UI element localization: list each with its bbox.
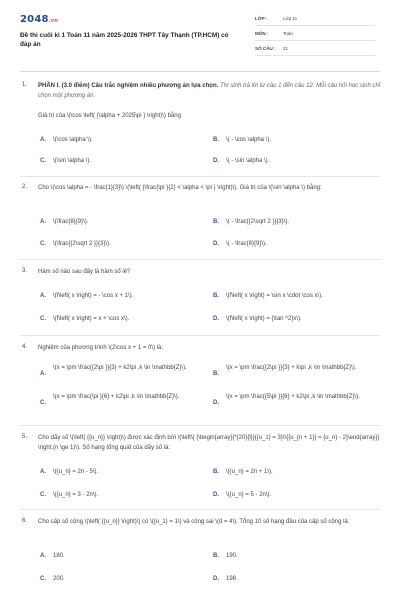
option-letter: A. <box>40 469 46 475</box>
option-letter: B. <box>213 371 219 377</box>
option-text: \({u_n} = 3 - 2n\). <box>53 492 99 498</box>
option-letter: D. <box>213 241 219 247</box>
option-text: \(\frac{{2\sqrt 2 }}{3}\). <box>53 241 111 247</box>
option-text: \( - \cos \alpha \). <box>226 137 272 143</box>
option-text: \(x = \pm \frac{{2\pi }}{3} + k\pi ,k \in \mathbb{Z}\). <box>226 365 357 371</box>
option-text: 198. <box>226 576 238 582</box>
option-letter: D. <box>213 158 219 164</box>
option-letter: C. <box>40 158 46 164</box>
option-letter: B. <box>213 219 219 225</box>
option-letter: D. <box>213 492 219 498</box>
meta-row-subject <box>255 26 375 41</box>
question-separator <box>20 259 380 260</box>
question-number: 2. <box>22 184 28 190</box>
option-text: \( - \frac{{2\sqrt 2 }}{3}\). <box>226 219 290 225</box>
exam-title: Đề thi cuối kì 1 Toán 11 năm 2025-2026 THPT Tây Thạnh (TP.HCM) có đáp án <box>20 32 229 49</box>
option-letter: C. <box>40 316 46 322</box>
part-label: PHẦN I. (3.0 điểm) Câu trắc nghiệm nhiều phương án lựa chọn. <box>38 83 219 89</box>
option-text: \(x = \pm \frac{{2\pi }}{3} + k2\pi ,k \in \mathbb{Z}\). <box>53 365 187 371</box>
question-separator <box>20 335 380 336</box>
question-text <box>38 82 383 101</box>
question-separator <box>20 176 380 177</box>
question-number: 4. <box>22 344 28 350</box>
option-text: \(f\left( x \right) = - \cos x + 1\). <box>53 293 134 299</box>
site-logo[interactable] <box>20 14 58 25</box>
option-text: \({u_n} = 2n - 5\). <box>53 469 99 475</box>
option-letter: C. <box>40 492 46 498</box>
header-divider <box>20 71 380 72</box>
logo-main: 2048 <box>20 14 49 25</box>
option-letter: C. <box>40 400 46 406</box>
question-stem: Nghiệm của phương trình \(2\cos x + 1 = 0\) là: <box>38 345 164 351</box>
option-letter: A. <box>40 371 46 377</box>
option-letter: A. <box>40 293 46 299</box>
question-stem: Cho \(\cos \alpha = - \frac{1}{3}\) \(\left( {\frac{\pi }{2} < \alpha < \pi } \right)\). Giá trị của \(\sin \alpha \) bằng: <box>38 185 322 191</box>
option-letter: D. <box>213 576 219 582</box>
option-text: \(\sin \alpha \). <box>53 158 92 164</box>
meta-row-class <box>255 11 375 26</box>
meta-label: SỐ CÂU : <box>255 46 276 51</box>
question-number: 3. <box>22 268 28 274</box>
question-stem: Cho dãy số \(\left( {{u_n}} \right)\) được xác định bởi \(\left\{ {\begin{array}{*{20}{l}}{{u_1} = 3}\\{{u_{n + 1}} = {u_n} - 2}\end{array}} \right.(n \ge 1)\). Số hạng tổng quát của dãy số là: <box>38 435 380 451</box>
part-note: Thí sinh trả lời từ câu 1 đến câu 12. Mỗi câu hỏi học sinh chỉ chọn một phương án. <box>38 83 381 99</box>
option-text: \(\frac{8}{9}\). <box>53 219 89 225</box>
option-letter: A. <box>40 219 46 225</box>
option-text: 190. <box>226 553 238 559</box>
option-text: \( - \sin \alpha \). <box>226 158 270 164</box>
option-text: \({u_n} = 2n + 1\). <box>226 469 273 475</box>
meta-label: MÔN : <box>255 31 269 36</box>
option-letter: D. <box>213 316 219 322</box>
meta-value: 21 <box>283 46 289 51</box>
question-separator <box>20 509 380 510</box>
exam-header <box>0 0 400 70</box>
option-letter: B. <box>213 293 219 299</box>
meta-value: Lớp 11 <box>283 16 298 21</box>
option-text: \( - \frac{8}{9}\). <box>226 241 267 247</box>
option-text: \(f\left( x \right) = {\tan ^2}x\). <box>226 316 302 322</box>
option-text: \(x = \pm \frac{\pi }{6} + k2\pi ,k \in \mathbb{Z}\). <box>53 394 180 400</box>
option-letter: A. <box>40 137 46 143</box>
option-text: \(x = \pm \frac{{5\pi }}{6} + k2\pi ,k \in \mathbb{Z}\). <box>226 394 360 400</box>
option-letter: B. <box>213 553 219 559</box>
option-text: \(f\left( x \right) = \sin x \cdot \cos x\). <box>226 293 323 299</box>
question-stem: Giá trị của \(\cos \left( {\alpha + 2025\pi } \right)\) bằng <box>38 113 181 119</box>
option-letter: B. <box>213 469 219 475</box>
option-letter: B. <box>213 137 219 143</box>
option-text: 180. <box>53 553 65 559</box>
option-text: \(f\left( x \right) = x + \cos x\). <box>53 316 130 322</box>
exam-meta <box>255 11 375 56</box>
option-letter: A. <box>40 553 46 559</box>
option-text: 200. <box>53 576 65 582</box>
question-separator <box>20 425 380 426</box>
question-number: 1. <box>22 82 28 88</box>
meta-value: Toán <box>283 31 293 36</box>
question-stem: Hàm số nào sau đây là hàm số lẻ? <box>38 269 131 275</box>
option-text: \({u_n} = 5 - 2n\). <box>226 492 272 498</box>
option-letter: C. <box>40 241 46 247</box>
question-number: 6. <box>22 518 28 524</box>
option-text: \(\cos \alpha \). <box>53 137 93 143</box>
option-letter: C. <box>40 576 46 582</box>
question-number: 5. <box>22 434 28 440</box>
meta-row-count <box>255 41 375 56</box>
option-letter: D. <box>213 400 219 406</box>
logo-sub: .vn <box>48 18 58 24</box>
meta-label: LỚP : <box>255 16 268 21</box>
question-stem: Cho cấp số cộng \(\left( {{u_n}} \right)\) có \({u_1} = 1\) và công sai \(d = 4\). Tổng 10 số hạng đầu của cấp số cộng là: <box>38 519 350 525</box>
